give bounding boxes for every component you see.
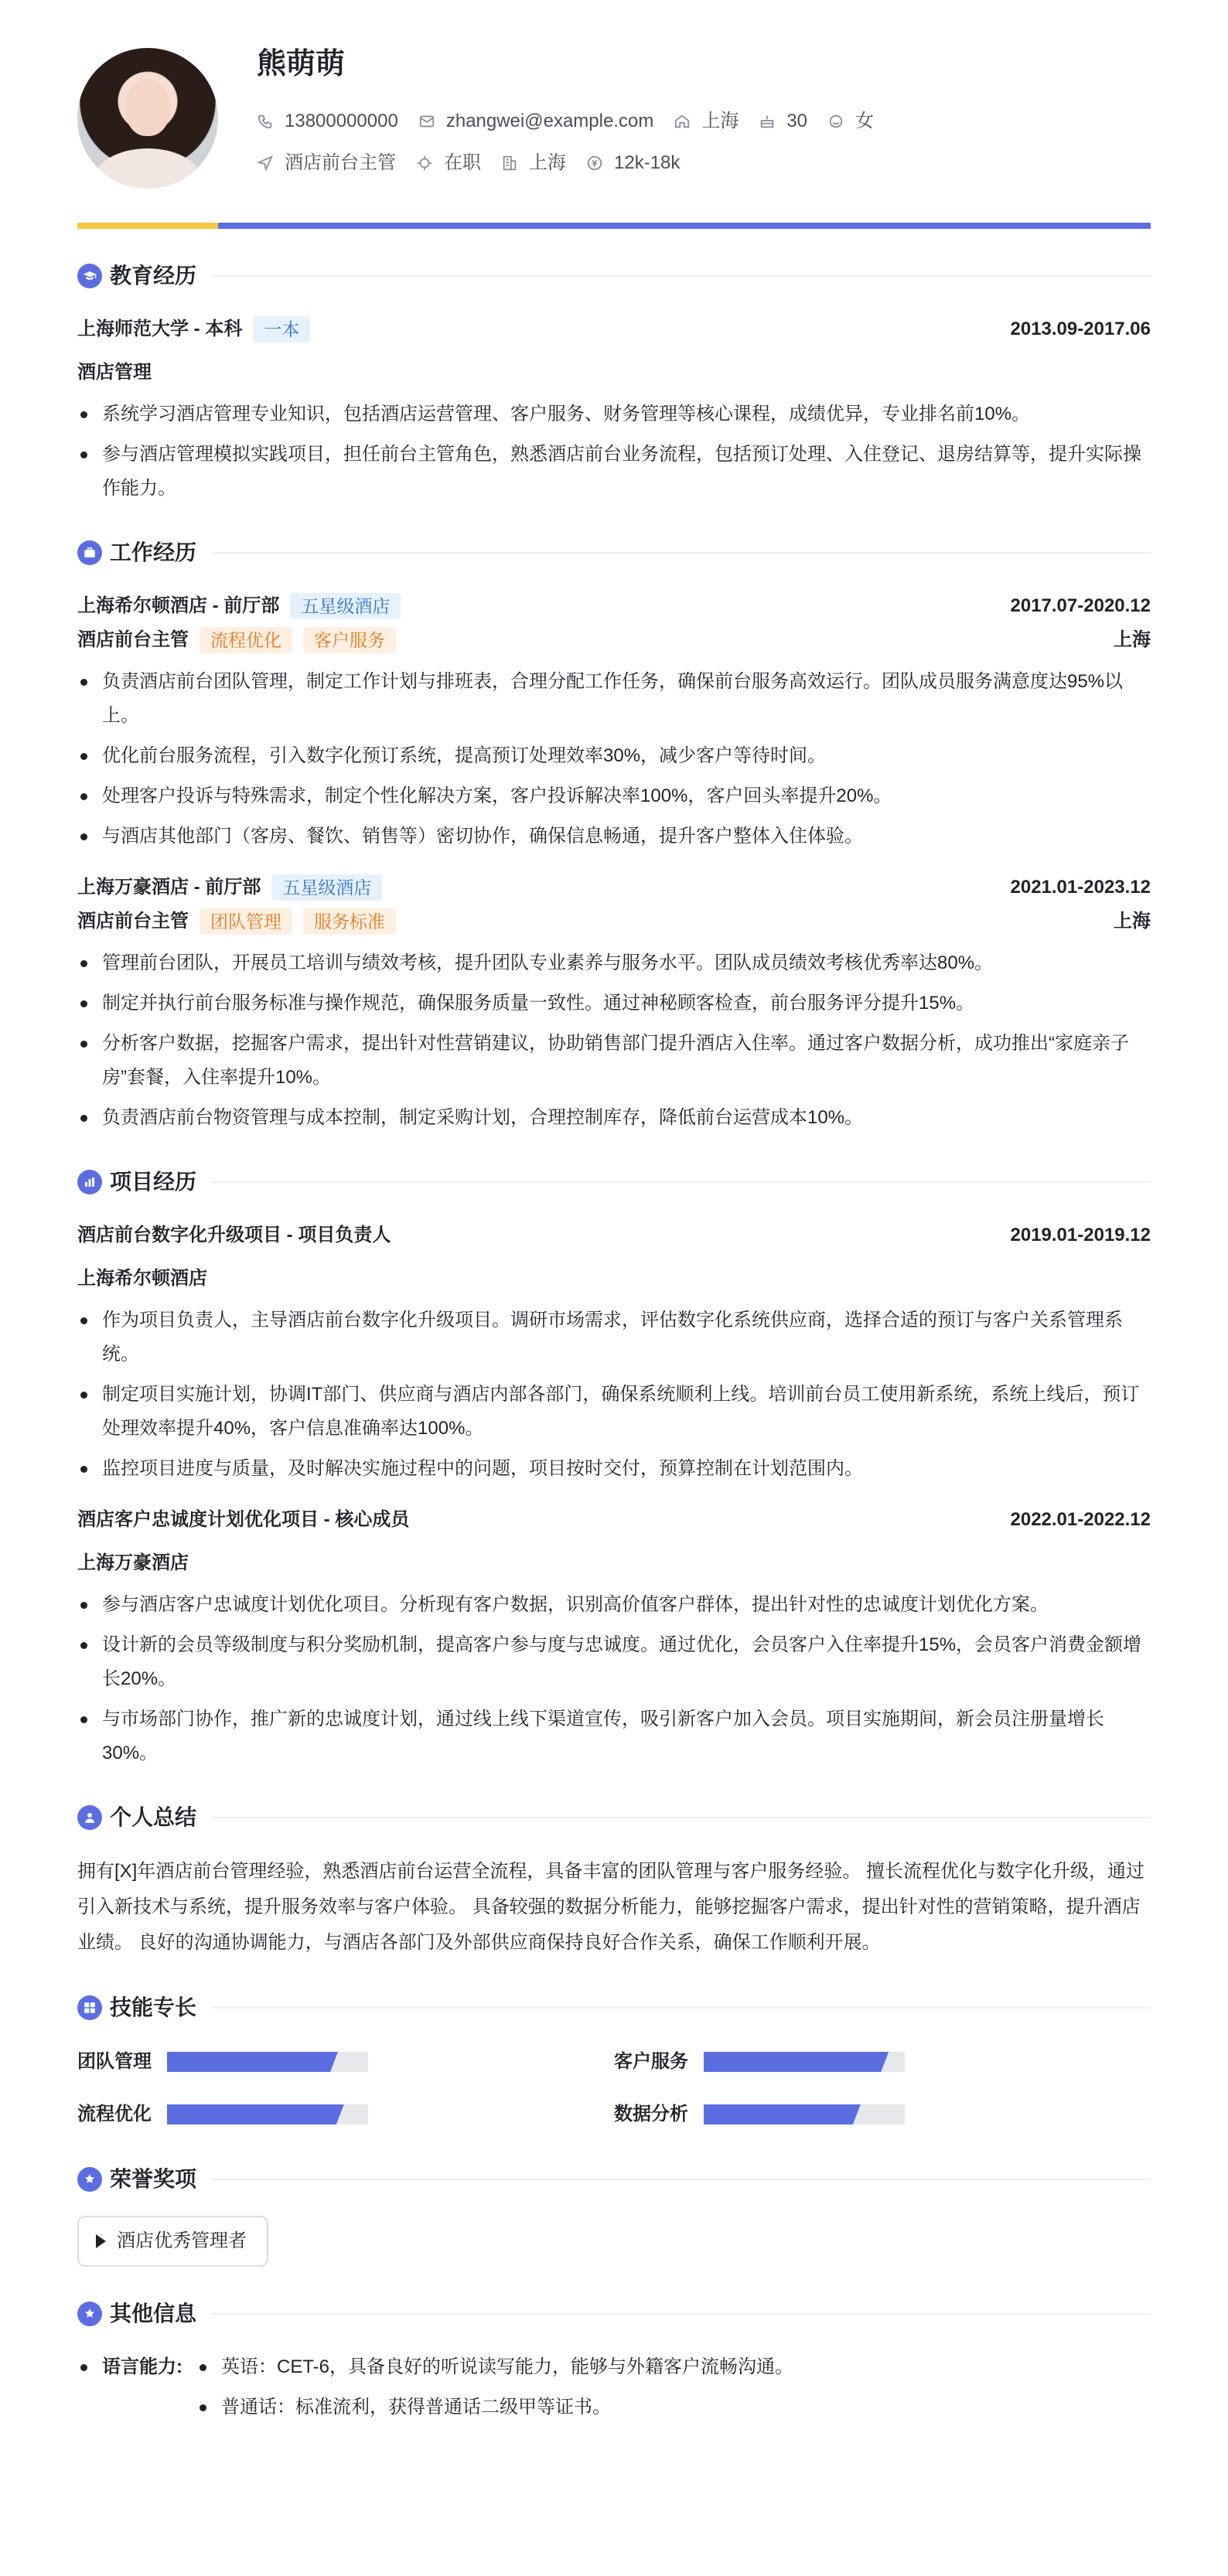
- email-text: zhangwei@example.com: [445, 110, 654, 131]
- divider-blue: [218, 223, 1151, 229]
- list-item: 负责酒店前台物资管理与成本控制，制定采购计划，合理控制库存，降低前台运营成本10%。: [77, 1101, 1151, 1135]
- work-section: [77, 535, 1151, 1135]
- work-row: [77, 871, 1151, 905]
- major: 酒店管理: [77, 362, 152, 383]
- target-role-text: 酒店前台主管: [285, 152, 396, 173]
- info-icon: [77, 2302, 102, 2326]
- status-text: 在职: [444, 152, 481, 173]
- skill-bar-fill: [704, 2104, 861, 2125]
- education-row: [77, 312, 1151, 346]
- target-city-item: [501, 148, 566, 178]
- skills-icon: [77, 1995, 102, 2020]
- role-row: [77, 905, 1151, 939]
- list-item: 管理前台团队，开展员工培训与绩效考核，提升团队专业素养与服务水平。团队成员绩效考核优秀率达80%。: [77, 946, 1151, 980]
- building-icon: [501, 155, 518, 172]
- project-row: [77, 1218, 1151, 1252]
- section-title: 项目经历: [110, 1169, 197, 1194]
- job-title: 酒店前台主管: [77, 910, 189, 932]
- section-header: [77, 1990, 1151, 2026]
- language-list: [196, 2350, 793, 2431]
- status-item: [416, 148, 481, 178]
- role-row-left: [77, 907, 396, 936]
- section-header: [77, 2296, 1151, 2332]
- list-item: 处理客户投诉与特殊需求，制定个性化解决方案，客户投诉解决率100%，客户回头率提升20%。: [77, 779, 1151, 813]
- age-text: 30: [786, 110, 808, 131]
- school-tag: 一本: [253, 316, 310, 342]
- role-row-left: [77, 625, 396, 655]
- company-name: 上海万豪酒店 - 前厅部: [77, 876, 261, 898]
- education-bullets: [77, 397, 1151, 506]
- work-date: 2017.07-2020.12: [1010, 595, 1151, 616]
- section-title: 工作经历: [110, 540, 197, 564]
- work-row: [77, 589, 1151, 623]
- work-item: [77, 589, 1151, 854]
- money-icon: [586, 155, 603, 172]
- work-item: [77, 871, 1151, 1135]
- mail-icon: [418, 113, 435, 130]
- home-icon: [674, 113, 691, 130]
- header-divider-bar: [77, 223, 1151, 229]
- section-divider: [212, 552, 1151, 554]
- section-divider: [212, 275, 1151, 277]
- skill-item: [614, 2044, 1151, 2080]
- education-row-left: [77, 315, 310, 344]
- skill-name: 数据分析: [614, 2103, 688, 2125]
- play-triangle-icon: [96, 2234, 106, 2248]
- education-item: [77, 312, 1151, 506]
- header-info: [257, 47, 894, 189]
- list-item: 系统学习酒店管理专业知识，包括酒店运营管理、客户服务、财务管理等核心课程，成绩优异，专业排名前10%。: [77, 397, 1151, 431]
- section-header: [77, 1800, 1151, 1835]
- briefcase-icon: [77, 540, 102, 565]
- work-row-left: [77, 591, 401, 621]
- status-icon: [416, 155, 433, 172]
- list-item: 参与酒店管理模拟实践项目，担任前台主管角色，熟悉酒店前台业务流程，包括预订处理、入住登记、退房结算等，提升实际操作能力。: [77, 438, 1151, 506]
- skill-tag: 客户服务: [303, 627, 396, 653]
- list-item: 参与酒店客户忠诚度计划优化项目。分析现有客户数据，识别高价值客户群体，提出针对性的忠诚度计划优化方案。: [77, 1588, 1151, 1622]
- skill-bar: [704, 2052, 905, 2072]
- avatar-shoulders: [94, 148, 201, 189]
- avatar-face: [125, 79, 170, 136]
- section-title: 技能专长: [110, 1995, 197, 2019]
- skill-tag: 流程优化: [200, 627, 292, 653]
- work-row-left: [77, 873, 382, 902]
- skill-bar: [704, 2104, 905, 2125]
- project-bullets: [77, 1588, 1151, 1770]
- skill-name: 流程优化: [77, 2103, 152, 2125]
- summary-text: 拥有[X]年酒店前台管理经验，熟悉酒店前台运营全流程，具备丰富的团队管理与客户服务经验。 擅长流程优化与数字化升级，通过引入新技术与系统，提升服务效率与客户体验。 具备较强的数据分析能力，能够挖掘客户需求，提出针对性的营销策略，提升酒店业绩。 良好的沟通协调能力，与酒店各部门及外部供应商保持良好合作关系，确保工作顺利开展。: [77, 1861, 1145, 1953]
- project-date: 2022.01-2022.12: [1010, 1508, 1151, 1530]
- project-bullets: [77, 1303, 1151, 1486]
- project-name: 酒店前台数字化升级项目 - 项目负责人: [77, 1224, 391, 1245]
- email-item: [418, 107, 654, 136]
- work-location: 上海: [1114, 629, 1151, 650]
- list-item: 普通话：标准流利，获得普通话二级甲等证书。: [196, 2390, 793, 2424]
- skill-bar-fill: [167, 2104, 344, 2125]
- skill-item: [77, 2097, 614, 2132]
- list-item: 优化前台服务流程，引入数字化预订系统，提高预订处理效率30%，减少客户等待时间。: [77, 739, 1151, 773]
- candidate-name: 熊萌萌: [257, 48, 346, 81]
- resume-header: [77, 45, 1151, 192]
- project-org: 上海希尔顿酒店: [77, 1268, 207, 1289]
- honors-section: [77, 2162, 1151, 2267]
- project-item: [77, 1218, 1151, 1486]
- salary-item: [586, 148, 680, 178]
- list-item: 分析客户数据，挖掘客户需求，提出针对性营销建议，协助销售部门提升酒店入住率。通过客户数据分析，成功推出“家庭亲子房”套餐，入住率提升10%。: [77, 1027, 1151, 1095]
- section-header: [77, 258, 1151, 294]
- list-item: 英语：CET-6，具备良好的听说读写能力，能够与外籍客户流畅沟通。: [196, 2350, 793, 2384]
- skill-item: [614, 2097, 1151, 2132]
- section-title: 其他信息: [110, 2301, 197, 2326]
- award-chip: [77, 2216, 268, 2267]
- section-header: [77, 2162, 1151, 2197]
- list-item: 制定并执行前台服务标准与操作规范，确保服务质量一致性。通过神秘顾客检查，前台服务评分提升15%。: [77, 986, 1151, 1021]
- section-header: [77, 535, 1151, 571]
- project-name: 酒店客户忠诚度计划优化项目 - 核心成员: [77, 1508, 410, 1530]
- city-text: 上海: [701, 110, 739, 131]
- skill-bar-fill: [704, 2052, 889, 2072]
- project-icon: [77, 1170, 102, 1194]
- city-item: [674, 107, 739, 136]
- send-icon: [257, 155, 274, 172]
- user-icon: [77, 1805, 102, 1830]
- language-label: 语言能力:: [77, 2350, 182, 2431]
- section-title: 个人总结: [110, 1804, 197, 1829]
- skill-bar-fill: [167, 2052, 338, 2072]
- project-org: 上海万豪酒店: [77, 1552, 189, 1573]
- job-title: 酒店前台主管: [77, 629, 189, 650]
- project-date: 2019.01-2019.12: [1010, 1224, 1151, 1245]
- list-item: 监控项目进度与质量，及时解决实施过程中的问题，项目按时交付，预算控制在计划范围内。: [77, 1452, 1151, 1486]
- school-name: 上海师范大学 - 本科: [77, 318, 243, 339]
- section-divider: [212, 2179, 1151, 2180]
- section-divider: [212, 1181, 1151, 1183]
- section-header: [77, 1164, 1151, 1200]
- target-role-item: [257, 148, 396, 178]
- avatar: [77, 48, 218, 189]
- skill-bar: [167, 2104, 368, 2125]
- phone-text: 13800000000: [285, 110, 398, 131]
- company-name: 上海希尔顿酒店 - 前厅部: [77, 595, 280, 616]
- language-block: [77, 2350, 1151, 2431]
- gender-text: 女: [855, 110, 875, 131]
- projects-section: [77, 1164, 1151, 1770]
- gender-item: [827, 107, 874, 136]
- job-intent-row: [257, 148, 894, 179]
- gender-icon: [827, 113, 844, 130]
- phone-item: [257, 107, 398, 136]
- section-divider: [212, 1817, 1151, 1818]
- skill-tag: 团队管理: [200, 908, 292, 935]
- role-row: [77, 623, 1151, 657]
- list-item: 设计新的会员等级制度与积分奖励机制，提高客户参与度与忠诚度。通过优化，会员客户入住率提升15%，会员客户消费金额增长20%。: [77, 1628, 1151, 1696]
- education-section: [77, 258, 1151, 506]
- list-item: 与酒店其他部门（客房、餐饮、销售等）密切协作，确保信息畅通，提升客户整体入住体验。: [77, 819, 1151, 854]
- project-row: [77, 1503, 1151, 1537]
- company-tag: 五星级酒店: [271, 874, 382, 901]
- target-city-text: 上海: [529, 152, 566, 173]
- section-title: 教育经历: [110, 263, 197, 288]
- skill-bar: [167, 2052, 368, 2072]
- skill-item: [77, 2044, 614, 2080]
- company-tag: 五星级酒店: [290, 593, 401, 619]
- list-item: 制定项目实施计划，协调IT部门、供应商与酒店内部各部门，确保系统顺利上线。培训前台员工使用新系统，系统上线后，预订处理效率提升40%，客户信息准确率达100%。: [77, 1378, 1151, 1446]
- graduation-cap-icon: [77, 264, 102, 288]
- award-icon: [77, 2167, 102, 2192]
- work-bullets: [77, 665, 1151, 854]
- skill-name: 客户服务: [614, 2050, 688, 2072]
- phone-icon: [257, 113, 274, 130]
- contact-row: [257, 106, 894, 137]
- cake-icon: [759, 113, 776, 130]
- skill-tag: 服务标准: [303, 908, 396, 935]
- section-title: 荣誉奖项: [110, 2166, 197, 2191]
- award-name: 酒店优秀管理者: [117, 2230, 247, 2251]
- salary-text: 12k-18k: [614, 152, 681, 173]
- list-item: 与市场部门协作，推广新的忠诚度计划，通过线上线下渠道宣传，吸引新客户加入会员。项目实施期间，新会员注册量增长30%。: [77, 1702, 1151, 1770]
- project-item: [77, 1503, 1151, 1770]
- skill-name: 团队管理: [77, 2050, 152, 2072]
- list-item: 负责酒店前台团队管理，制定工作计划与排班表，合理分配工作任务，确保前台服务高效运行。团队成员服务满意度达95%以上。: [77, 665, 1151, 733]
- age-item: [759, 107, 807, 136]
- skills-grid: [77, 2044, 1151, 2132]
- skills-section: [77, 1990, 1151, 2132]
- education-date: 2013.09-2017.06: [1010, 318, 1151, 339]
- work-date: 2021.01-2023.12: [1010, 876, 1151, 898]
- section-divider: [212, 2007, 1151, 2009]
- section-divider: [212, 2313, 1151, 2315]
- other-section: [77, 2296, 1151, 2431]
- work-location: 上海: [1114, 910, 1151, 932]
- work-bullets: [77, 946, 1151, 1135]
- divider-yellow: [77, 223, 218, 229]
- list-item: 作为项目负责人，主导酒店前台数字化升级项目。调研市场需求，评估数字化系统供应商，选择合适的预订与客户关系管理系统。: [77, 1303, 1151, 1371]
- summary-section: [77, 1800, 1151, 1961]
